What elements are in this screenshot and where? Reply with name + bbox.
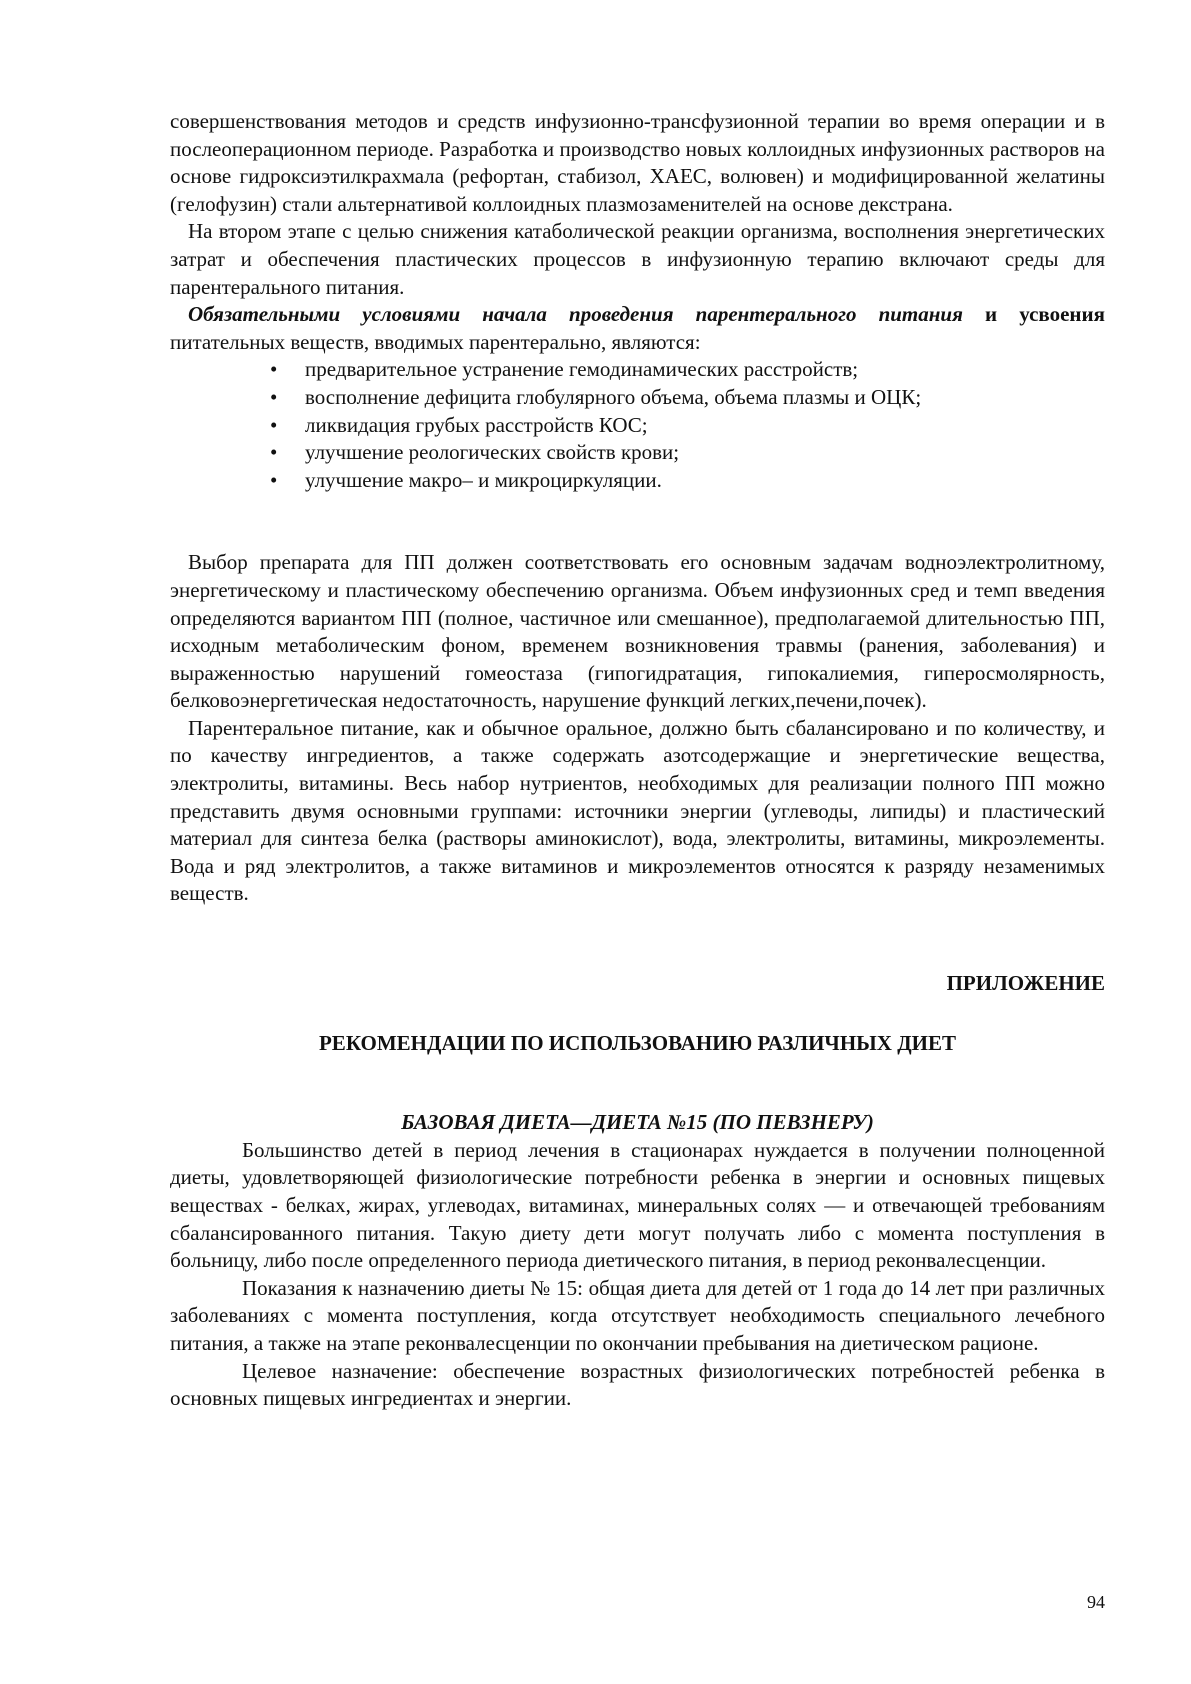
appendix-heading: ПРИЛОЖЕНИЕ bbox=[946, 971, 1105, 996]
conditions-rest: питательных веществ, вводимых парентерально, являются: bbox=[170, 329, 701, 354]
paragraph-parenteral-nutrition: Парентеральное питание, как и обычное оральное, должно быть сбалансировано и по количеству, и по качеству ингредиентов, а также содержать азотсодержащие и энергетические вещества, электролиты, витамины. Весь набор нутриентов, необходимых для реализации полного ПП можно представить двумя основными группами: источники энергии (углеводы, липиды) и пластический материал для синтеза белка (растворы аминокислот), вода, электролиты, витамины, микроэлементы. Вода и ряд электролитов, а также витаминов и микроэлементов относятся к разряду незаменимых веществ. bbox=[170, 715, 1105, 906]
paragraph-diet-indications: Показания к назначению диеты № 15: общая диета для детей от 1 года до 14 лет при различных заболеваниях с момента поступления, когда отсутствует необходимость специального лечебного питания, а также на этапе реконвалесценции по окончании пребывания на диетическом рационе. bbox=[170, 1275, 1105, 1355]
bullet-icon: • bbox=[270, 357, 278, 382]
list-item: • ликвидация грубых расстройств КОС; bbox=[270, 412, 1105, 440]
paragraph-conditions-intro bbox=[170, 301, 1105, 356]
conditions-bold: и усвоения bbox=[985, 302, 1105, 327]
list-item: • предварительное устранение гемодинамических расстройств; bbox=[270, 356, 1105, 384]
list-item: • улучшение реологических свойств крови; bbox=[270, 439, 1105, 467]
bullet-icon: • bbox=[270, 384, 278, 409]
paragraph-infusion-therapy: совершенствования методов и средств инфузионно-трансфузионной терапии во время операции и в послеоперационном периоде. Разработка и производство новых коллоидных инфузионных растворов на основе гидроксиэтилкрахмала (рефортан, стабизол, ХАЕС, волювен) и модифицированной желатины (гелофузин) стали альтернативой коллоидных плазмозаменителей на основе декстрана. bbox=[170, 109, 1105, 216]
paragraph-drug-choice: Выбор препарата для ПП должен соответствовать его основным задачам водноэлектролитному, энергетическому и пластическому обеспечению организма. Объем инфузионных сред и темп введения определяются вариантом ПП (полное, частичное или смешанное), предполагаемой длительностью ПП, исходным метаболическим фоном, временем возникновения травмы (ранения, заболевания) и выраженностью нарушений гомеостаза (гипогидратация, гипокалиемия, гиперосмолярность, белковоэнергетическая недостаточность, нарушение функций легких,печени,почек). bbox=[170, 550, 1105, 713]
page-number: 94 bbox=[1087, 1592, 1105, 1612]
paragraph-diet-purpose: Целевое назначение: обеспечение возрастных физиологических потребностей ребенка в основных пищевых ингредиентах и энергии. bbox=[170, 1358, 1105, 1411]
bullet-icon: • bbox=[270, 412, 278, 437]
list-item: • восполнение дефицита глобулярного объема, объема плазмы и ОЦК; bbox=[270, 384, 1105, 412]
conditions-emphasis: Обязательными условиями начала проведения парентерального питания bbox=[188, 302, 963, 327]
paragraph-second-stage: На втором этапе с целью снижения катаболической реакции организма, восполнения энергетических затрат и обеспечения пластических процессов в инфузионную терапию включают среды для парентерального питания. bbox=[170, 219, 1105, 299]
list-item: • улучшение макро– и микроциркуляции. bbox=[270, 467, 1105, 495]
recommendations-heading: РЕКОМЕНДАЦИИ ПО ИСПОЛЬЗОВАНИЮ РАЗЛИЧНЫХ ДИЕТ bbox=[318, 1030, 956, 1055]
paragraph-diet-description: Большинство детей в период лечения в стационарах нуждается в получении полноценной диеты, удовлетворяющей физиологические потребности ребенка в энергии и основных пищевых веществах - белках, жирах, углеводах, витаминах, минеральных солях — и отвечающей требованиям сбалансированного питания. Такую диету дети могут получать либо с момента поступления в больницу, либо после определенного периода диетического питания, в период реконвалесценции. bbox=[170, 1137, 1105, 1273]
bullet-icon: • bbox=[270, 467, 278, 492]
diet-heading: БАЗОВАЯ ДИЕТА—ДИЕТА №15 (ПО ПЕВЗНЕРУ) bbox=[401, 1110, 874, 1135]
bullet-icon: • bbox=[270, 440, 278, 465]
document-page bbox=[170, 108, 1105, 1413]
conditions-list bbox=[170, 356, 1105, 494]
